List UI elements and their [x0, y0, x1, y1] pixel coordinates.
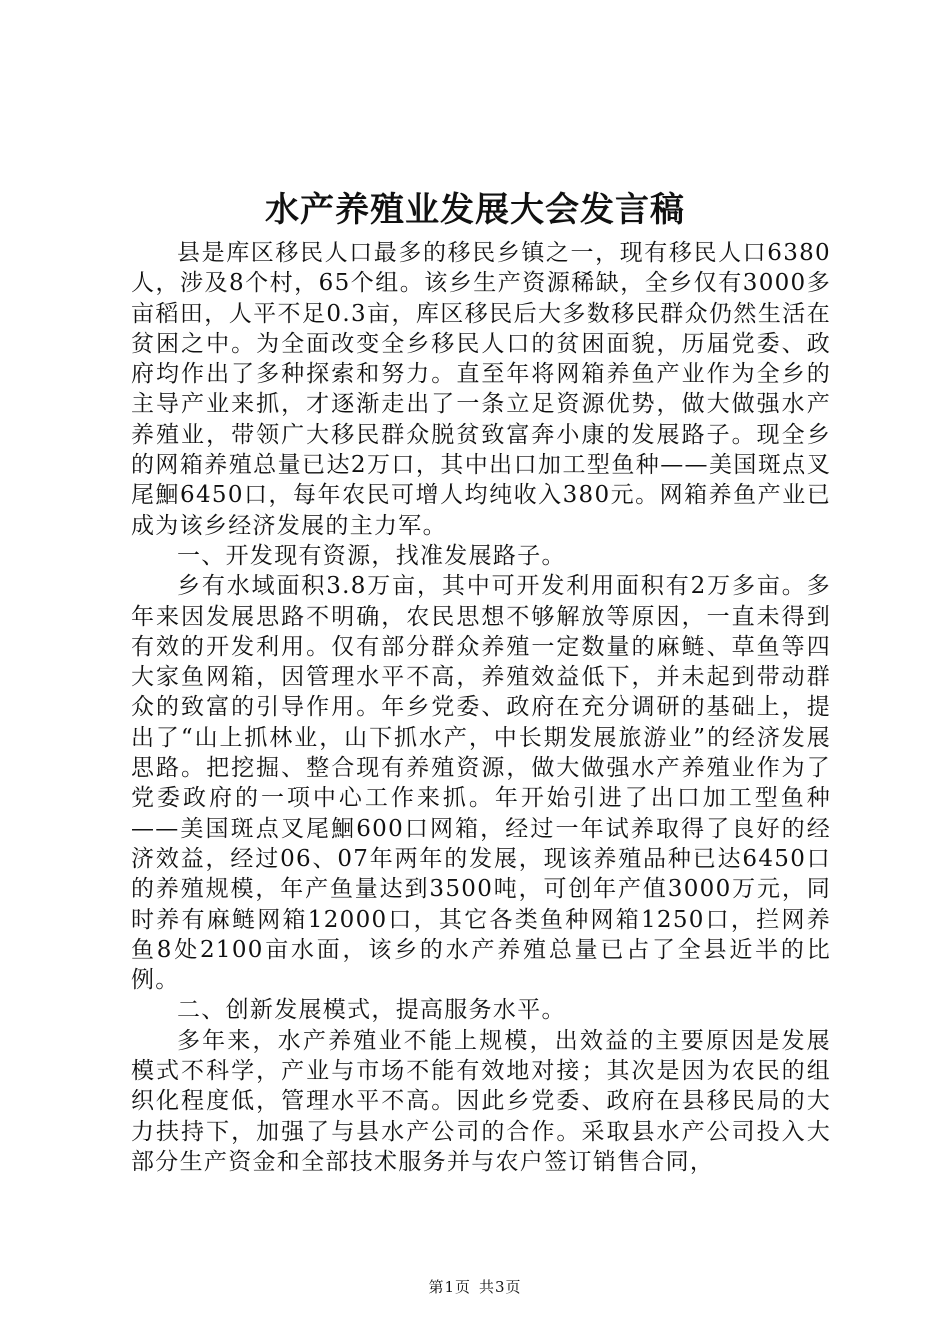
paragraph-section-1: 乡有水域面积3.8万亩，其中可开发利用面积有2万多亩。多年来因发展思路不明确，农民思想不够解放等原因，一直未得到有效的开发利用。仅有部分群众养殖一定数量的麻鲢、草鱼等四大家鱼网箱，因管理水平不高，养殖效益低下，并未起到带动群众的致富的引导作用。年乡党委、政府在充分调研的基础上，提出了“山上抓林业，山下抓水产，中长期发展旅游业”的经济发展思路。把挖掘、整合现有养殖资源，做大做强水产养殖业作为了党委政府的一项中心工作来抓。年开始引进了出口加工型鱼种——美国斑点叉尾鮰600口网箱，经过一年试养取得了良好的经济效益，经过06、07年两年的发展，现该养殖品种已达6450口的养殖规模，年产鱼量达到3500吨，可创年产值3000万元，同时养有麻鲢网箱12000口，其它各类鱼种网箱1250口，拦网养鱼8处2100亩水面，该乡的水产养殖总量已占了全县近半的比例。 — [131, 573, 831, 994]
page-footer — [0, 1277, 950, 1297]
document-body — [131, 238, 831, 1177]
section-heading-1: 一、开发现有资源，找准发展路子。 — [177, 542, 566, 569]
paragraph-intro: 县是库区移民人口最多的移民乡镇之一，现有移民人口6380人，涉及8个村，65个组。该乡生产资源稀缺，全乡仅有3000多亩稻田，人平不足0.3亩，库区移民后大多数移民群众仍然生活在贫困之中。为全面改变全乡移民人口的贫困面貌，历届党委、政府均作出了多种探索和努力。直至年将网箱养鱼产业作为全乡的主导产业来抓，才逐渐走出了一条立足资源优势，做大做强水产养殖业，带领广大移民群众脱贫致富奔小康的发展路子。现全乡的网箱养殖总量已达2万口，其中出口加工型鱼种——美国斑点叉尾鮰6450口，每年农民可增人均纯收入380元。网箱养鱼产业已成为该乡经济发展的主力军。 — [131, 240, 831, 539]
document-title: 水产养殖业发展大会发言稿 — [265, 190, 685, 230]
page-number: 第1页 — [428, 1278, 471, 1296]
paragraph-section-2: 多年来，水产养殖业不能上规模，出效益的主要原因是发展模式不科学，产业与市场不能有效地对接；其次是因为农民的组织化程度低，管理水平不高。因此乡党委、政府在县移民局的大力扶持下，加强了与县水产公司的合作。采取县水产公司投入大部分生产资金和全部技术服务并与农户签订销售合同， — [131, 1027, 831, 1175]
section-heading-2: 二、创新发展模式，提高服务水平。 — [177, 997, 566, 1024]
page-total: 共3页 — [479, 1278, 522, 1296]
